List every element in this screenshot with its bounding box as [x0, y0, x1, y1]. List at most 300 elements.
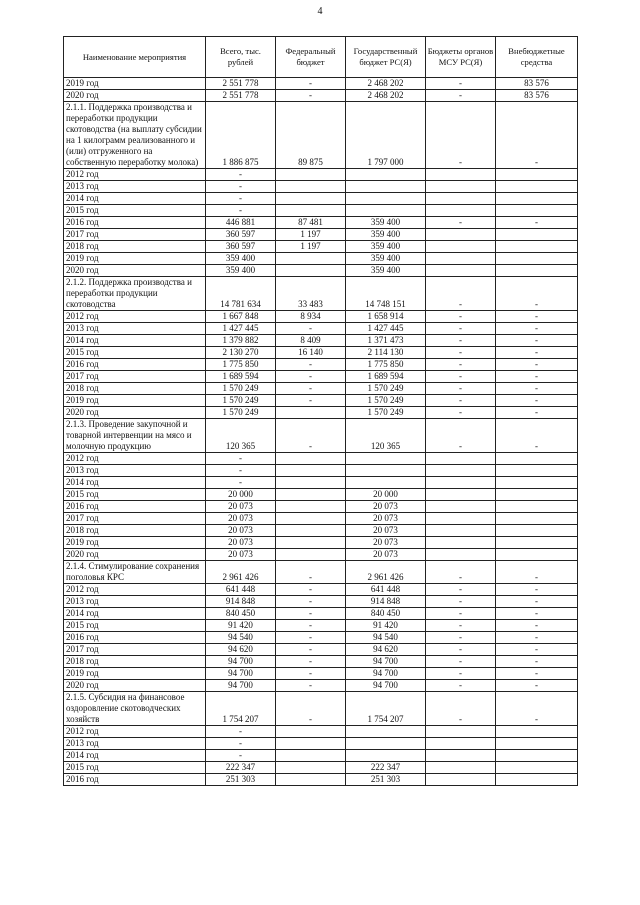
row-federal-cell — [276, 193, 346, 205]
row-municipal-cell: - — [426, 596, 496, 608]
table-row — [64, 205, 578, 217]
table-row — [64, 90, 578, 102]
row-total-cell: 20 073 — [206, 513, 276, 525]
row-total-cell: 1 379 882 — [206, 335, 276, 347]
row-federal-cell: - — [276, 620, 346, 632]
row-federal-cell: - — [276, 90, 346, 102]
row-name-cell: 2.1.1. Поддержка производства и переработки продукции скотоводства (на выплату субсидии на 1 килограмм реализованного и (или) отгруженного на собственную переработку молока) — [64, 102, 206, 169]
header-municipal: Бюджеты органов МСУ РС(Я) — [426, 37, 496, 78]
row-municipal-cell — [426, 453, 496, 465]
row-federal-cell: - — [276, 78, 346, 90]
row-state-cell: 2 468 202 — [346, 90, 426, 102]
row-total-cell: 914 848 — [206, 596, 276, 608]
row-name-cell: 2016 год — [64, 359, 206, 371]
row-state-cell: 1 427 445 — [346, 323, 426, 335]
table-header-row — [64, 37, 578, 78]
row-total-cell: 359 400 — [206, 253, 276, 265]
row-state-cell — [346, 453, 426, 465]
table-row — [64, 78, 578, 90]
row-name-cell: 2013 год — [64, 596, 206, 608]
row-extrabudget-cell: - — [496, 608, 578, 620]
table-row — [64, 181, 578, 193]
row-federal-cell — [276, 205, 346, 217]
row-extrabudget-cell — [496, 774, 578, 786]
row-state-cell — [346, 193, 426, 205]
row-municipal-cell — [426, 513, 496, 525]
row-total-cell: - — [206, 477, 276, 489]
row-federal-cell — [276, 774, 346, 786]
row-municipal-cell — [426, 525, 496, 537]
row-federal-cell — [276, 169, 346, 181]
row-name-cell: 2017 год — [64, 371, 206, 383]
row-name-cell: 2020 год — [64, 407, 206, 419]
row-extrabudget-cell — [496, 762, 578, 774]
row-municipal-cell: - — [426, 335, 496, 347]
table-row — [64, 596, 578, 608]
row-municipal-cell: - — [426, 78, 496, 90]
table-row — [64, 229, 578, 241]
row-federal-cell: 1 197 — [276, 229, 346, 241]
row-municipal-cell: - — [426, 383, 496, 395]
row-municipal-cell — [426, 762, 496, 774]
row-total-cell: - — [206, 465, 276, 477]
table-row — [64, 537, 578, 549]
row-federal-cell: - — [276, 692, 346, 726]
table-row — [64, 774, 578, 786]
table-row — [64, 217, 578, 229]
row-total-cell: 641 448 — [206, 584, 276, 596]
row-extrabudget-cell — [496, 537, 578, 549]
row-extrabudget-cell: - — [496, 656, 578, 668]
row-extrabudget-cell — [496, 513, 578, 525]
row-extrabudget-cell — [496, 169, 578, 181]
row-extrabudget-cell — [496, 253, 578, 265]
table-row — [64, 465, 578, 477]
row-name-cell: 2018 год — [64, 383, 206, 395]
row-name-cell: 2019 год — [64, 253, 206, 265]
table-body — [64, 78, 578, 786]
header-total: Всего, тыс. рублей — [206, 37, 276, 78]
row-state-cell: 94 700 — [346, 680, 426, 692]
row-total-cell: 1 570 249 — [206, 383, 276, 395]
row-name-cell: 2015 год — [64, 205, 206, 217]
row-total-cell: - — [206, 738, 276, 750]
table-row — [64, 680, 578, 692]
row-name-cell: 2016 год — [64, 632, 206, 644]
row-extrabudget-cell: - — [496, 102, 578, 169]
row-state-cell: 94 540 — [346, 632, 426, 644]
row-name-cell: 2013 год — [64, 465, 206, 477]
row-federal-cell: 16 140 — [276, 347, 346, 359]
table-row — [64, 513, 578, 525]
table-row — [64, 453, 578, 465]
row-state-cell: 1 570 249 — [346, 407, 426, 419]
table-row — [64, 750, 578, 762]
row-extrabudget-cell — [496, 181, 578, 193]
row-federal-cell — [276, 477, 346, 489]
row-extrabudget-cell: - — [496, 632, 578, 644]
row-name-cell: 2018 год — [64, 525, 206, 537]
row-total-cell: 1 667 848 — [206, 311, 276, 323]
row-federal-cell: 87 481 — [276, 217, 346, 229]
row-total-cell: 446 881 — [206, 217, 276, 229]
header-name: Наименование мероприятия — [64, 37, 206, 78]
table-row — [64, 253, 578, 265]
row-federal-cell — [276, 465, 346, 477]
row-federal-cell — [276, 407, 346, 419]
row-state-cell: 359 400 — [346, 253, 426, 265]
row-state-cell: 94 620 — [346, 644, 426, 656]
row-extrabudget-cell — [496, 205, 578, 217]
row-total-cell: 20 073 — [206, 549, 276, 561]
row-federal-cell — [276, 453, 346, 465]
row-name-cell: 2013 год — [64, 181, 206, 193]
row-municipal-cell: - — [426, 644, 496, 656]
row-state-cell — [346, 477, 426, 489]
row-municipal-cell — [426, 169, 496, 181]
table-row — [64, 584, 578, 596]
row-municipal-cell: - — [426, 561, 496, 584]
row-total-cell: 94 700 — [206, 680, 276, 692]
row-state-cell: 359 400 — [346, 241, 426, 253]
row-total-cell: - — [206, 169, 276, 181]
row-municipal-cell: - — [426, 90, 496, 102]
row-municipal-cell: - — [426, 359, 496, 371]
row-state-cell — [346, 726, 426, 738]
row-name-cell: 2013 год — [64, 738, 206, 750]
row-municipal-cell: - — [426, 656, 496, 668]
row-federal-cell — [276, 750, 346, 762]
row-total-cell: - — [206, 750, 276, 762]
row-name-cell: 2018 год — [64, 656, 206, 668]
row-name-cell: 2012 год — [64, 726, 206, 738]
row-extrabudget-cell: - — [496, 680, 578, 692]
row-name-cell: 2.1.3. Проведение закупочной и товарной интервенции на мясо и молочную продукцию — [64, 419, 206, 453]
row-state-cell: 359 400 — [346, 217, 426, 229]
row-federal-cell: - — [276, 596, 346, 608]
row-extrabudget-cell: - — [496, 383, 578, 395]
header-state: Государственный бюджет РС(Я) — [346, 37, 426, 78]
row-extrabudget-cell: 83 576 — [496, 90, 578, 102]
row-federal-cell: - — [276, 395, 346, 407]
row-total-cell: - — [206, 193, 276, 205]
row-extrabudget-cell: - — [496, 395, 578, 407]
row-federal-cell — [276, 525, 346, 537]
row-municipal-cell: - — [426, 620, 496, 632]
table-row — [64, 477, 578, 489]
row-total-cell: 2 551 778 — [206, 78, 276, 90]
row-total-cell: 359 400 — [206, 265, 276, 277]
row-name-cell: 2016 год — [64, 774, 206, 786]
row-total-cell: 20 073 — [206, 501, 276, 513]
row-total-cell: 94 700 — [206, 668, 276, 680]
page-number: 4 — [317, 6, 323, 17]
row-name-cell: 2014 год — [64, 193, 206, 205]
row-state-cell — [346, 750, 426, 762]
row-state-cell: 251 303 — [346, 774, 426, 786]
table-row — [64, 383, 578, 395]
row-extrabudget-cell: - — [496, 584, 578, 596]
table-row — [64, 489, 578, 501]
row-total-cell: 360 597 — [206, 229, 276, 241]
row-federal-cell: - — [276, 608, 346, 620]
table-row — [64, 311, 578, 323]
row-municipal-cell: - — [426, 395, 496, 407]
row-federal-cell — [276, 537, 346, 549]
row-name-cell: 2014 год — [64, 477, 206, 489]
row-federal-cell — [276, 501, 346, 513]
row-total-cell: 1 689 594 — [206, 371, 276, 383]
row-extrabudget-cell: - — [496, 419, 578, 453]
row-state-cell: 20 000 — [346, 489, 426, 501]
row-municipal-cell — [426, 241, 496, 253]
row-state-cell: 2 114 130 — [346, 347, 426, 359]
table-row — [64, 395, 578, 407]
row-total-cell: - — [206, 726, 276, 738]
row-extrabudget-cell: - — [496, 407, 578, 419]
row-federal-cell: - — [276, 680, 346, 692]
row-name-cell: 2014 год — [64, 608, 206, 620]
row-extrabudget-cell: - — [496, 277, 578, 311]
row-total-cell: 120 365 — [206, 419, 276, 453]
table-row — [64, 371, 578, 383]
row-total-cell: 840 450 — [206, 608, 276, 620]
row-state-cell — [346, 181, 426, 193]
program-row — [64, 419, 578, 453]
table-row — [64, 726, 578, 738]
table-row — [64, 501, 578, 513]
table-row — [64, 359, 578, 371]
row-federal-cell: - — [276, 371, 346, 383]
table-row — [64, 762, 578, 774]
row-name-cell: 2017 год — [64, 513, 206, 525]
row-municipal-cell: - — [426, 632, 496, 644]
row-name-cell: 2020 год — [64, 90, 206, 102]
row-federal-cell: - — [276, 584, 346, 596]
row-total-cell: 91 420 — [206, 620, 276, 632]
row-total-cell: 251 303 — [206, 774, 276, 786]
row-state-cell: 641 448 — [346, 584, 426, 596]
row-extrabudget-cell — [496, 750, 578, 762]
row-state-cell: 914 848 — [346, 596, 426, 608]
row-total-cell: 20 000 — [206, 489, 276, 501]
row-name-cell: 2014 год — [64, 335, 206, 347]
row-total-cell: 20 073 — [206, 525, 276, 537]
row-municipal-cell — [426, 726, 496, 738]
row-name-cell: 2012 год — [64, 453, 206, 465]
row-municipal-cell: - — [426, 608, 496, 620]
row-federal-cell: - — [276, 383, 346, 395]
row-extrabudget-cell — [496, 193, 578, 205]
table-row — [64, 347, 578, 359]
row-state-cell: 222 347 — [346, 762, 426, 774]
row-municipal-cell — [426, 750, 496, 762]
row-name-cell: 2015 год — [64, 489, 206, 501]
row-extrabudget-cell: - — [496, 371, 578, 383]
row-extrabudget-cell: - — [496, 644, 578, 656]
table-row — [64, 407, 578, 419]
header-federal: Федеральный бюджет — [276, 37, 346, 78]
row-name-cell: 2015 год — [64, 347, 206, 359]
row-name-cell: 2.1.5. Субсидия на финансовое оздоровление скотоводческих хозяйств — [64, 692, 206, 726]
row-municipal-cell: - — [426, 407, 496, 419]
row-extrabudget-cell: - — [496, 692, 578, 726]
row-name-cell: 2020 год — [64, 265, 206, 277]
row-extrabudget-cell: 83 576 — [496, 78, 578, 90]
row-total-cell: 14 781 634 — [206, 277, 276, 311]
row-municipal-cell: - — [426, 323, 496, 335]
row-state-cell: 20 073 — [346, 513, 426, 525]
row-federal-cell: - — [276, 668, 346, 680]
row-municipal-cell: - — [426, 668, 496, 680]
row-name-cell: 2019 год — [64, 395, 206, 407]
row-extrabudget-cell — [496, 465, 578, 477]
row-state-cell: 14 748 151 — [346, 277, 426, 311]
row-name-cell: 2012 год — [64, 311, 206, 323]
row-total-cell: 1 754 207 — [206, 692, 276, 726]
row-name-cell: 2020 год — [64, 549, 206, 561]
row-municipal-cell: - — [426, 371, 496, 383]
row-federal-cell — [276, 549, 346, 561]
row-federal-cell: 1 197 — [276, 241, 346, 253]
row-name-cell: 2019 год — [64, 78, 206, 90]
row-municipal-cell — [426, 537, 496, 549]
row-municipal-cell: - — [426, 277, 496, 311]
row-municipal-cell: - — [426, 347, 496, 359]
row-name-cell: 2014 год — [64, 750, 206, 762]
row-municipal-cell: - — [426, 217, 496, 229]
budget-table — [63, 36, 578, 786]
row-municipal-cell — [426, 205, 496, 217]
row-total-cell: 1 570 249 — [206, 407, 276, 419]
row-state-cell: 20 073 — [346, 549, 426, 561]
row-total-cell: 2 551 778 — [206, 90, 276, 102]
row-state-cell: 1 689 594 — [346, 371, 426, 383]
row-municipal-cell: - — [426, 584, 496, 596]
row-federal-cell: - — [276, 359, 346, 371]
row-name-cell: 2020 год — [64, 680, 206, 692]
row-total-cell: 2 130 270 — [206, 347, 276, 359]
row-name-cell: 2013 год — [64, 323, 206, 335]
row-federal-cell — [276, 265, 346, 277]
row-federal-cell: 8 409 — [276, 335, 346, 347]
row-municipal-cell: - — [426, 102, 496, 169]
row-name-cell: 2.1.4. Стимулирование сохранения поголовья КРС — [64, 561, 206, 584]
table-row — [64, 525, 578, 537]
row-total-cell: - — [206, 453, 276, 465]
row-state-cell — [346, 465, 426, 477]
table-row — [64, 193, 578, 205]
row-municipal-cell — [426, 181, 496, 193]
row-total-cell: 94 540 — [206, 632, 276, 644]
row-total-cell: 222 347 — [206, 762, 276, 774]
row-federal-cell — [276, 253, 346, 265]
row-name-cell: 2019 год — [64, 668, 206, 680]
row-extrabudget-cell — [496, 501, 578, 513]
row-state-cell: 840 450 — [346, 608, 426, 620]
row-total-cell: 1 427 445 — [206, 323, 276, 335]
row-extrabudget-cell: - — [496, 323, 578, 335]
table-row — [64, 323, 578, 335]
table-row — [64, 632, 578, 644]
row-name-cell: 2012 год — [64, 169, 206, 181]
row-extrabudget-cell — [496, 726, 578, 738]
header-extrabudget: Внебюджетные средства — [496, 37, 578, 78]
table-row — [64, 644, 578, 656]
row-state-cell: 120 365 — [346, 419, 426, 453]
row-state-cell: 2 468 202 — [346, 78, 426, 90]
row-extrabudget-cell — [496, 229, 578, 241]
row-total-cell: 360 597 — [206, 241, 276, 253]
row-municipal-cell: - — [426, 680, 496, 692]
row-state-cell — [346, 205, 426, 217]
row-municipal-cell: - — [426, 419, 496, 453]
row-total-cell: - — [206, 205, 276, 217]
row-name-cell: 2015 год — [64, 620, 206, 632]
row-extrabudget-cell: - — [496, 311, 578, 323]
row-total-cell: 94 700 — [206, 656, 276, 668]
row-extrabudget-cell — [496, 738, 578, 750]
row-extrabudget-cell — [496, 241, 578, 253]
row-state-cell: 359 400 — [346, 229, 426, 241]
row-total-cell: 2 961 426 — [206, 561, 276, 584]
row-federal-cell — [276, 738, 346, 750]
row-municipal-cell: - — [426, 311, 496, 323]
row-name-cell: 2017 год — [64, 644, 206, 656]
table-row — [64, 169, 578, 181]
row-federal-cell: - — [276, 419, 346, 453]
row-name-cell: 2018 год — [64, 241, 206, 253]
row-municipal-cell — [426, 477, 496, 489]
row-extrabudget-cell: - — [496, 561, 578, 584]
program-row — [64, 692, 578, 726]
row-state-cell: 20 073 — [346, 525, 426, 537]
row-municipal-cell — [426, 549, 496, 561]
table-row — [64, 608, 578, 620]
table-row — [64, 738, 578, 750]
row-name-cell: 2017 год — [64, 229, 206, 241]
row-total-cell: - — [206, 181, 276, 193]
row-name-cell: 2012 год — [64, 584, 206, 596]
row-state-cell — [346, 738, 426, 750]
row-federal-cell — [276, 762, 346, 774]
row-extrabudget-cell — [496, 453, 578, 465]
program-row — [64, 102, 578, 169]
row-federal-cell: 33 483 — [276, 277, 346, 311]
row-federal-cell: - — [276, 632, 346, 644]
table-row — [64, 668, 578, 680]
row-municipal-cell — [426, 489, 496, 501]
table-row — [64, 265, 578, 277]
row-municipal-cell — [426, 501, 496, 513]
row-municipal-cell: - — [426, 692, 496, 726]
row-state-cell: 20 073 — [346, 501, 426, 513]
row-extrabudget-cell — [496, 549, 578, 561]
row-municipal-cell — [426, 465, 496, 477]
row-federal-cell: - — [276, 656, 346, 668]
row-extrabudget-cell: - — [496, 596, 578, 608]
row-extrabudget-cell — [496, 265, 578, 277]
program-row — [64, 561, 578, 584]
row-extrabudget-cell — [496, 477, 578, 489]
row-extrabudget-cell: - — [496, 620, 578, 632]
row-state-cell: 2 961 426 — [346, 561, 426, 584]
row-municipal-cell — [426, 253, 496, 265]
table-row — [64, 549, 578, 561]
row-state-cell: 94 700 — [346, 656, 426, 668]
row-total-cell: 1 886 875 — [206, 102, 276, 169]
row-state-cell — [346, 169, 426, 181]
